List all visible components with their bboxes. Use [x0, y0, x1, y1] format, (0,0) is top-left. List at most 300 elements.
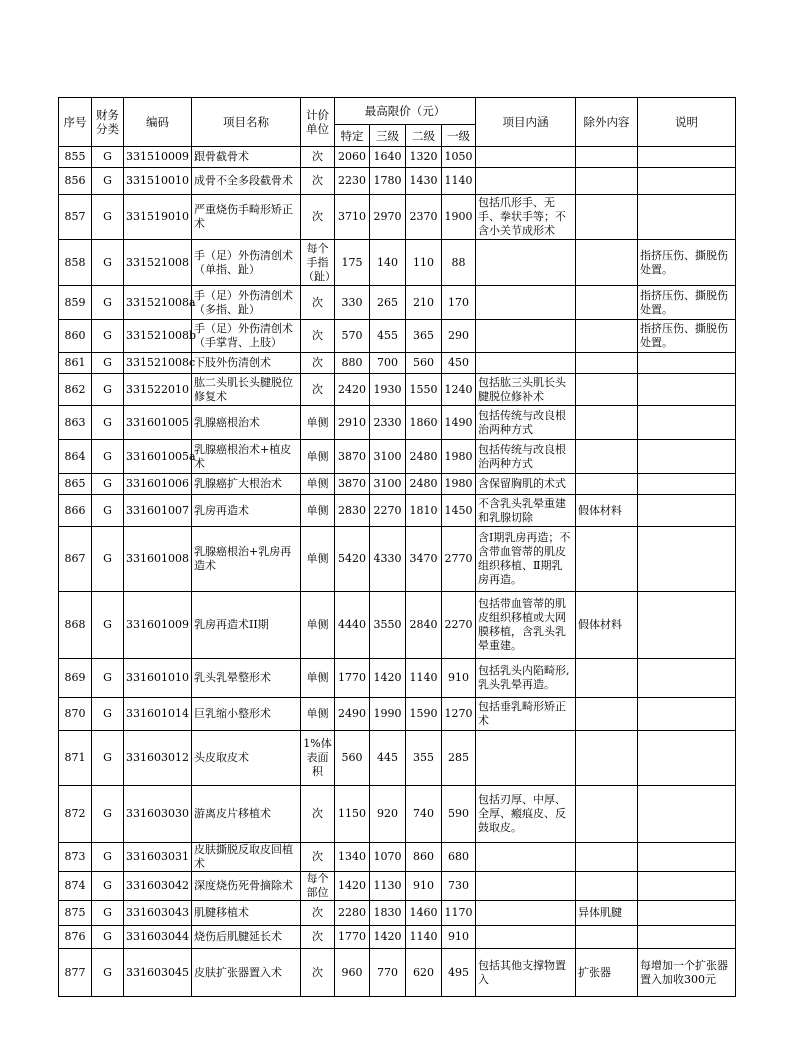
- cell-unit: 1%体表面积: [301, 731, 335, 786]
- cell-exclusion: [576, 286, 638, 320]
- cell-price-level2: 1430: [406, 168, 442, 195]
- cell-finance-category: G: [92, 147, 124, 168]
- header-special: 特定: [335, 125, 370, 147]
- cell-price-level1: 2770: [442, 527, 476, 592]
- cell-price-special: 2910: [335, 406, 370, 440]
- cell-unit: 次: [301, 843, 335, 872]
- cell-content: [476, 286, 576, 320]
- cell-seq: 868: [59, 592, 92, 659]
- price-table: [58, 97, 736, 997]
- cell-price-level2: 1810: [406, 495, 442, 527]
- table-row: [59, 286, 736, 320]
- cell-note: [638, 901, 736, 926]
- cell-code: 331601006: [124, 474, 192, 495]
- cell-price-special: 4440: [335, 592, 370, 659]
- table-row: [59, 731, 736, 786]
- cell-content: [476, 147, 576, 168]
- cell-price-level2: 910: [406, 872, 442, 901]
- cell-price-special: 880: [335, 353, 370, 374]
- cell-code: 331510009: [124, 147, 192, 168]
- cell-seq: 867: [59, 527, 92, 592]
- cell-unit: 次: [301, 195, 335, 240]
- cell-unit: 次: [301, 320, 335, 353]
- cell-price-level1: 170: [442, 286, 476, 320]
- cell-finance-category: G: [92, 872, 124, 901]
- header-max-price: 最高限价（元）: [335, 98, 476, 125]
- cell-exclusion: [576, 731, 638, 786]
- cell-seq: 860: [59, 320, 92, 353]
- cell-price-level1: 290: [442, 320, 476, 353]
- cell-content: 含Ⅰ期乳房再造；不含带血管蒂的肌皮组织移植、Ⅱ期乳房再造。: [476, 527, 576, 592]
- cell-price-level3: 2970: [370, 195, 406, 240]
- cell-note: [638, 843, 736, 872]
- cell-price-special: 2490: [335, 698, 370, 731]
- cell-item-name: 巨乳缩小整形术: [192, 698, 301, 731]
- cell-price-level1: 285: [442, 731, 476, 786]
- header-exclusion: 除外内容: [576, 98, 638, 147]
- cell-price-level1: 1140: [442, 168, 476, 195]
- cell-item-name: 手（足）外伤清创术（单指、趾）: [192, 240, 301, 286]
- cell-item-name: 乳房再造术: [192, 495, 301, 527]
- cell-price-level1: 450: [442, 353, 476, 374]
- cell-item-name: 皮肤扩张器置入术: [192, 949, 301, 997]
- cell-note: [638, 195, 736, 240]
- cell-price-level2: 2840: [406, 592, 442, 659]
- cell-seq: 872: [59, 786, 92, 843]
- cell-price-level3: 1990: [370, 698, 406, 731]
- table-row: [59, 406, 736, 440]
- table-row: [59, 786, 736, 843]
- cell-unit: 次: [301, 949, 335, 997]
- cell-seq: 869: [59, 659, 92, 698]
- cell-unit: 单侧: [301, 592, 335, 659]
- cell-price-level2: 365: [406, 320, 442, 353]
- cell-code: 331601010: [124, 659, 192, 698]
- cell-code: 331601014: [124, 698, 192, 731]
- cell-price-level3: 1930: [370, 374, 406, 406]
- cell-item-name: 肱二头肌长头腱脱位修复术: [192, 374, 301, 406]
- cell-note: [638, 592, 736, 659]
- cell-exclusion: [576, 195, 638, 240]
- cell-item-name: 乳腺癌扩大根治术: [192, 474, 301, 495]
- cell-exclusion: 假体材料: [576, 495, 638, 527]
- cell-content: [476, 731, 576, 786]
- cell-seq: 876: [59, 926, 92, 949]
- table-row: [59, 353, 736, 374]
- table-row: [59, 440, 736, 474]
- cell-price-level3: 1070: [370, 843, 406, 872]
- cell-code: 331521008c: [124, 353, 192, 374]
- table-row: [59, 872, 736, 901]
- cell-seq: 866: [59, 495, 92, 527]
- cell-price-level1: 910: [442, 659, 476, 698]
- cell-unit: 单侧: [301, 659, 335, 698]
- cell-finance-category: G: [92, 195, 124, 240]
- cell-price-special: 175: [335, 240, 370, 286]
- cell-finance-category: G: [92, 901, 124, 926]
- cell-unit: 单侧: [301, 698, 335, 731]
- cell-seq: 855: [59, 147, 92, 168]
- cell-note: [638, 474, 736, 495]
- cell-price-level1: 1270: [442, 698, 476, 731]
- cell-content: 包括带血管蒂的肌皮组织移植或大网膜移植，含乳头乳晕重建。: [476, 592, 576, 659]
- table-row: [59, 240, 736, 286]
- cell-item-name: 游离皮片移植术: [192, 786, 301, 843]
- cell-item-name: 乳腺癌根治术+植皮术: [192, 440, 301, 474]
- cell-price-special: 2280: [335, 901, 370, 926]
- cell-finance-category: G: [92, 440, 124, 474]
- cell-code: 331603042: [124, 872, 192, 901]
- cell-seq: 865: [59, 474, 92, 495]
- cell-price-level3: 1130: [370, 872, 406, 901]
- cell-unit: 次: [301, 901, 335, 926]
- table-row: [59, 901, 736, 926]
- cell-price-level1: 730: [442, 872, 476, 901]
- cell-content: 包括刃厚、中厚、全厚、瘢痕皮、反鼓取皮。: [476, 786, 576, 843]
- cell-exclusion: [576, 474, 638, 495]
- cell-price-level2: 560: [406, 353, 442, 374]
- cell-code: 331601005: [124, 406, 192, 440]
- cell-finance-category: G: [92, 949, 124, 997]
- cell-price-special: 2420: [335, 374, 370, 406]
- cell-note: [638, 659, 736, 698]
- cell-unit: 次: [301, 786, 335, 843]
- cell-price-level2: 1860: [406, 406, 442, 440]
- cell-seq: 873: [59, 843, 92, 872]
- cell-code: 331601009: [124, 592, 192, 659]
- cell-note: 指挤压伤、撕脱伤处置。: [638, 286, 736, 320]
- cell-note: [638, 731, 736, 786]
- table-row: [59, 147, 736, 168]
- table-row: [59, 949, 736, 997]
- cell-seq: 864: [59, 440, 92, 474]
- cell-price-level2: 3470: [406, 527, 442, 592]
- cell-content: 包括肱三头肌长头腱脱位修补术: [476, 374, 576, 406]
- header-note: 说明: [638, 98, 736, 147]
- cell-exclusion: 假体材料: [576, 592, 638, 659]
- table-row: [59, 592, 736, 659]
- cell-note: [638, 495, 736, 527]
- cell-price-level1: 1450: [442, 495, 476, 527]
- cell-price-level1: 1170: [442, 901, 476, 926]
- cell-price-special: 2060: [335, 147, 370, 168]
- cell-price-level3: 1420: [370, 926, 406, 949]
- cell-price-level3: 1780: [370, 168, 406, 195]
- cell-note: [638, 872, 736, 901]
- cell-price-special: 1340: [335, 843, 370, 872]
- cell-price-level3: 3550: [370, 592, 406, 659]
- cell-note: [638, 527, 736, 592]
- cell-exclusion: [576, 374, 638, 406]
- table-row: [59, 527, 736, 592]
- cell-code: 331603043: [124, 901, 192, 926]
- cell-finance-category: G: [92, 926, 124, 949]
- cell-item-name: 手（足）外伤清创术（手掌背、上肢）: [192, 320, 301, 353]
- header-item-name: 项目名称: [192, 98, 301, 147]
- cell-code: 331521008a: [124, 286, 192, 320]
- cell-item-name: 跟骨截骨术: [192, 147, 301, 168]
- cell-finance-category: G: [92, 731, 124, 786]
- cell-content: [476, 320, 576, 353]
- cell-finance-category: G: [92, 527, 124, 592]
- cell-finance-category: G: [92, 286, 124, 320]
- cell-unit: 次: [301, 374, 335, 406]
- cell-item-name: 乳腺癌根治+乳房再造术: [192, 527, 301, 592]
- cell-price-level2: 1140: [406, 926, 442, 949]
- cell-item-name: 乳房再造术II期: [192, 592, 301, 659]
- cell-price-special: 330: [335, 286, 370, 320]
- cell-item-name: 严重烧伤手畸形矫正术: [192, 195, 301, 240]
- cell-exclusion: 异体肌腱: [576, 901, 638, 926]
- cell-finance-category: G: [92, 698, 124, 731]
- cell-price-level2: 210: [406, 286, 442, 320]
- cell-price-level2: 1320: [406, 147, 442, 168]
- header-seq: 序号: [59, 98, 92, 147]
- cell-code: 331521008b: [124, 320, 192, 353]
- cell-exclusion: 扩张器: [576, 949, 638, 997]
- cell-item-name: 下肢外伤清创术: [192, 353, 301, 374]
- cell-unit: 每个手指（趾）: [301, 240, 335, 286]
- header-finance-category: 财务分类: [92, 98, 124, 147]
- cell-finance-category: G: [92, 168, 124, 195]
- cell-price-level2: 2480: [406, 440, 442, 474]
- cell-note: 指挤压伤、撕脱伤处置。: [638, 320, 736, 353]
- cell-item-name: 手（足）外伤清创术（多指、趾）: [192, 286, 301, 320]
- cell-seq: 859: [59, 286, 92, 320]
- cell-unit: 单侧: [301, 440, 335, 474]
- header-level2: 二级: [406, 125, 442, 147]
- cell-seq: 858: [59, 240, 92, 286]
- cell-content: 包括传统与改良根治两种方式: [476, 440, 576, 474]
- cell-finance-category: G: [92, 353, 124, 374]
- cell-price-level1: 1050: [442, 147, 476, 168]
- table-row: [59, 926, 736, 949]
- cell-seq: 857: [59, 195, 92, 240]
- cell-price-level3: 2270: [370, 495, 406, 527]
- cell-unit: 次: [301, 286, 335, 320]
- cell-exclusion: [576, 527, 638, 592]
- cell-price-special: 2830: [335, 495, 370, 527]
- cell-price-level3: 1830: [370, 901, 406, 926]
- cell-price-level2: 860: [406, 843, 442, 872]
- cell-content: 包括爪形手、无手、拳状手等；不含小关节成形术: [476, 195, 576, 240]
- cell-price-special: 3870: [335, 474, 370, 495]
- cell-price-level2: 355: [406, 731, 442, 786]
- cell-content: 不含乳头乳晕重建和乳腺切除: [476, 495, 576, 527]
- cell-price-level2: 110: [406, 240, 442, 286]
- cell-exclusion: [576, 147, 638, 168]
- cell-price-level2: 1140: [406, 659, 442, 698]
- cell-exclusion: [576, 353, 638, 374]
- cell-seq: 877: [59, 949, 92, 997]
- cell-price-special: 1420: [335, 872, 370, 901]
- cell-unit: 单侧: [301, 495, 335, 527]
- cell-price-level3: 920: [370, 786, 406, 843]
- table-body: [59, 147, 736, 997]
- cell-seq: 875: [59, 901, 92, 926]
- cell-content: [476, 843, 576, 872]
- cell-price-level1: 590: [442, 786, 476, 843]
- cell-price-level2: 2370: [406, 195, 442, 240]
- cell-note: [638, 147, 736, 168]
- cell-code: 331510010: [124, 168, 192, 195]
- table-row: [59, 474, 736, 495]
- cell-unit: 次: [301, 926, 335, 949]
- cell-unit: 单侧: [301, 474, 335, 495]
- cell-item-name: 皮肤撕脱反取皮回植术: [192, 843, 301, 872]
- cell-unit: 次: [301, 168, 335, 195]
- table-row: [59, 320, 736, 353]
- cell-price-special: 960: [335, 949, 370, 997]
- cell-seq: 863: [59, 406, 92, 440]
- table-row: [59, 659, 736, 698]
- cell-item-name: 乳腺癌根治术: [192, 406, 301, 440]
- cell-price-special: 570: [335, 320, 370, 353]
- cell-price-level2: 2480: [406, 474, 442, 495]
- cell-exclusion: [576, 320, 638, 353]
- cell-exclusion: [576, 698, 638, 731]
- cell-content: [476, 901, 576, 926]
- cell-content: [476, 240, 576, 286]
- cell-finance-category: G: [92, 406, 124, 440]
- header-level1: 一级: [442, 125, 476, 147]
- cell-price-special: 560: [335, 731, 370, 786]
- cell-seq: 862: [59, 374, 92, 406]
- cell-price-level2: 1590: [406, 698, 442, 731]
- cell-item-name: 肌腱移植术: [192, 901, 301, 926]
- cell-price-level3: 4330: [370, 527, 406, 592]
- cell-exclusion: [576, 659, 638, 698]
- cell-price-level2: 740: [406, 786, 442, 843]
- cell-code: 331601005a: [124, 440, 192, 474]
- cell-item-name: 深度烧伤死骨摘除术: [192, 872, 301, 901]
- cell-price-level3: 3100: [370, 474, 406, 495]
- cell-price-level3: 140: [370, 240, 406, 286]
- header-content: 项目内涵: [476, 98, 576, 147]
- cell-unit: 次: [301, 353, 335, 374]
- cell-exclusion: [576, 926, 638, 949]
- table-row: [59, 843, 736, 872]
- cell-price-level3: 770: [370, 949, 406, 997]
- cell-seq: 856: [59, 168, 92, 195]
- cell-content: [476, 926, 576, 949]
- cell-note: [638, 698, 736, 731]
- cell-unit: 单侧: [301, 527, 335, 592]
- table-row: [59, 168, 736, 195]
- cell-price-level3: 265: [370, 286, 406, 320]
- cell-price-level1: 2270: [442, 592, 476, 659]
- cell-exclusion: [576, 843, 638, 872]
- cell-note: [638, 353, 736, 374]
- cell-finance-category: G: [92, 474, 124, 495]
- cell-exclusion: [576, 240, 638, 286]
- cell-code: 331603031: [124, 843, 192, 872]
- table-row: [59, 698, 736, 731]
- cell-note: [638, 168, 736, 195]
- header-level3: 三级: [370, 125, 406, 147]
- cell-unit: 每个部位: [301, 872, 335, 901]
- cell-price-level3: 3100: [370, 440, 406, 474]
- cell-item-name: 乳头乳晕整形术: [192, 659, 301, 698]
- cell-price-level2: 1550: [406, 374, 442, 406]
- cell-exclusion: [576, 872, 638, 901]
- cell-price-level2: 1460: [406, 901, 442, 926]
- cell-item-name: 头皮取皮术: [192, 731, 301, 786]
- header-code: 编码: [124, 98, 192, 147]
- cell-exclusion: [576, 168, 638, 195]
- cell-price-special: 3710: [335, 195, 370, 240]
- cell-price-level1: 88: [442, 240, 476, 286]
- cell-finance-category: G: [92, 374, 124, 406]
- cell-exclusion: [576, 440, 638, 474]
- cell-content: [476, 353, 576, 374]
- header-unit: 计价单位: [301, 98, 335, 147]
- cell-seq: 874: [59, 872, 92, 901]
- cell-price-level1: 1900: [442, 195, 476, 240]
- cell-seq: 870: [59, 698, 92, 731]
- cell-code: 331601008: [124, 527, 192, 592]
- cell-price-level1: 1980: [442, 440, 476, 474]
- table-row: [59, 195, 736, 240]
- cell-price-level3: 445: [370, 731, 406, 786]
- cell-code: 331603045: [124, 949, 192, 997]
- cell-price-level2: 620: [406, 949, 442, 997]
- cell-price-level3: 1420: [370, 659, 406, 698]
- cell-code: 331603044: [124, 926, 192, 949]
- cell-unit: 次: [301, 147, 335, 168]
- cell-code: 331603012: [124, 731, 192, 786]
- cell-note: [638, 406, 736, 440]
- cell-price-level3: 2330: [370, 406, 406, 440]
- cell-price-special: 5420: [335, 527, 370, 592]
- table-row: [59, 374, 736, 406]
- cell-unit: 单侧: [301, 406, 335, 440]
- cell-finance-category: G: [92, 320, 124, 353]
- cell-content: [476, 872, 576, 901]
- cell-item-name: 成骨不全多段截骨术: [192, 168, 301, 195]
- cell-price-special: 1770: [335, 659, 370, 698]
- cell-seq: 861: [59, 353, 92, 374]
- cell-content: 含保留胸肌的术式: [476, 474, 576, 495]
- cell-finance-category: G: [92, 495, 124, 527]
- cell-note: 每增加一个扩张器置入加收300元: [638, 949, 736, 997]
- cell-price-special: 1150: [335, 786, 370, 843]
- cell-content: 包括其他支撑物置入: [476, 949, 576, 997]
- cell-note: [638, 374, 736, 406]
- cell-code: 331522010: [124, 374, 192, 406]
- cell-code: 331519010: [124, 195, 192, 240]
- cell-price-level1: 495: [442, 949, 476, 997]
- cell-finance-category: G: [92, 843, 124, 872]
- cell-price-level1: 910: [442, 926, 476, 949]
- cell-content: [476, 168, 576, 195]
- cell-code: 331521008: [124, 240, 192, 286]
- cell-price-level1: 680: [442, 843, 476, 872]
- cell-note: [638, 440, 736, 474]
- cell-finance-category: G: [92, 659, 124, 698]
- cell-price-level1: 1240: [442, 374, 476, 406]
- cell-note: [638, 786, 736, 843]
- cell-price-level1: 1490: [442, 406, 476, 440]
- cell-note: 指挤压伤、撕脱伤处置。: [638, 240, 736, 286]
- cell-finance-category: G: [92, 592, 124, 659]
- cell-item-name: 烧伤后肌腱延长术: [192, 926, 301, 949]
- table-row: [59, 495, 736, 527]
- cell-price-special: 3870: [335, 440, 370, 474]
- cell-note: [638, 926, 736, 949]
- cell-exclusion: [576, 406, 638, 440]
- cell-finance-category: G: [92, 786, 124, 843]
